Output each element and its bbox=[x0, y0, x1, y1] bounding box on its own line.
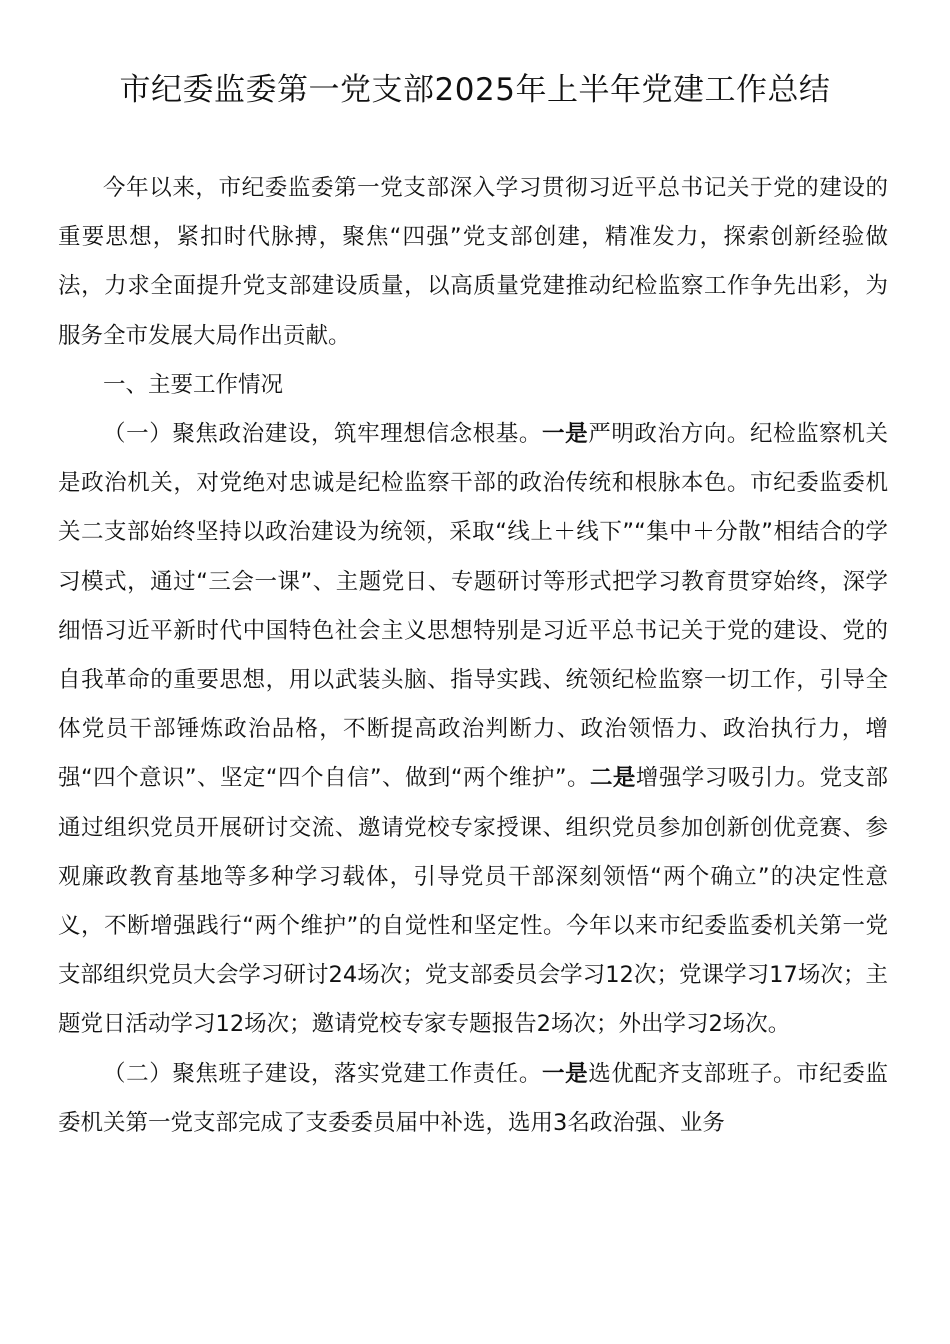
subsection-2-heading: （二）聚焦班子建设，落实党建工作责任。 bbox=[103, 1060, 542, 1087]
section-heading-1: 一、主要工作情况 bbox=[103, 371, 284, 398]
subsection-1-lead-1: 一是 bbox=[542, 421, 589, 448]
subsection-1-text-1: 严明政治方向。纪检监察机关是政治机关，对党绝对忠诚是纪检监察干部的政治传统和根脉本色。市纪委监委机关二支部始终坚持以政治建设为统领，采取“线上＋线下”“集中＋分散”相结合的学习模式，通过“三会一课”、主题党日、专题研讨等形式把学习教育贯穿始终，深学细悟习近平新时代中国特色社会主义思想特别是习近平总书记关于党的建设、党的自我革命的重要思想，用以武装头脑、指导实践、统领纪检监察一切工作，引导全体党员干部锤炼政治品格，不断提高政治判断力、政治领悟力、政治执行力，增强“四个意识”、坚定“四个自信”、做到“两个维护”。 bbox=[58, 421, 888, 792]
subsection-1-paragraph bbox=[58, 410, 888, 1050]
subsection-1-lead-2: 二是 bbox=[589, 765, 636, 792]
document-body bbox=[58, 164, 888, 1148]
intro-paragraph: 今年以来，市纪委监委第一党支部深入学习贯彻习近平总书记关于党的建设的重要思想，紧扣时代脉搏，聚焦“四强”党支部创建，精准发力，探索创新经验做法，力求全面提升党支部建设质量，以高质量党建推动纪检监察工作争先出彩，为服务全市发展大局作出贡献。 bbox=[58, 175, 888, 349]
subsection-1-text-2: 增强学习吸引力。党支部通过组织党员开展研讨交流、邀请党校专家授课、组织党员参加创新创优竞赛、参观廉政教育基地等多种学习载体，引导党员干部深刻领悟“两个确立”的决定性意义，不断增强践行“两个维护”的自觉性和坚定性。今年以来市纪委监委机关第一党支部组织党员大会学习研讨24场次；党支部委员会学习12次；党课学习17场次；主题党日活动学习12场次；邀请党校专家专题报告2场次；外出学习2场次。 bbox=[58, 765, 888, 1038]
subsection-2-text-1: 选优配齐支部班子。市纪委监委机关第一党支部完成了支委委员届中补选，选用3名政治强、业务 bbox=[58, 1060, 888, 1136]
subsection-2-paragraph bbox=[58, 1050, 888, 1148]
subsection-2-lead-1: 一是 bbox=[542, 1060, 589, 1087]
document-title: 市纪委监委第一党支部2025年上半年党建工作总结 bbox=[119, 72, 831, 108]
subsection-1-heading: （一）聚焦政治建设，筑牢理想信念根基。 bbox=[103, 421, 542, 448]
